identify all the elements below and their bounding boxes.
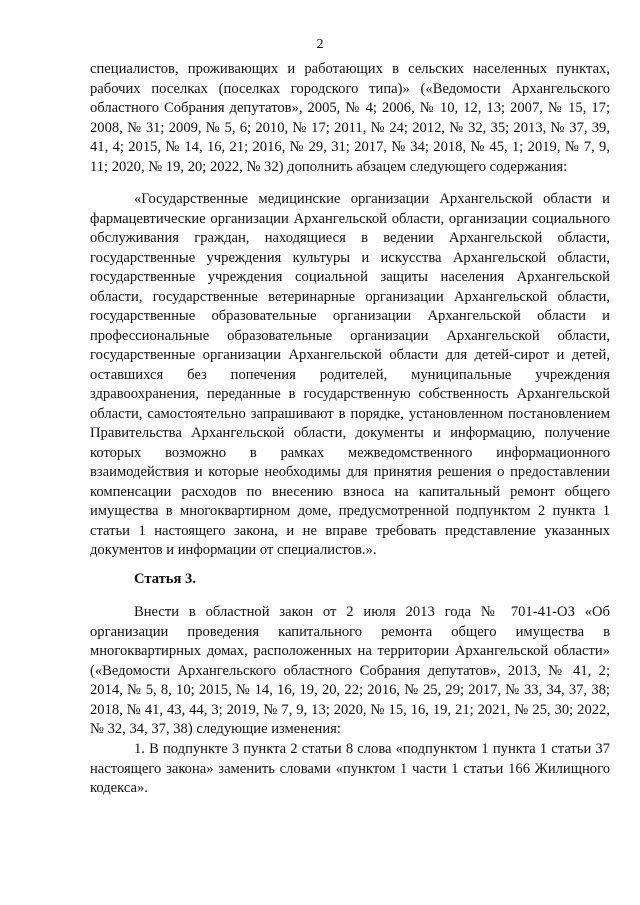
paragraph-quoted-addition: [90, 190, 610, 561]
paragraph-text: Внести в областной закон от 2 июля 2013 года № 701-41-ОЗ «Об организации проведения капитального ремонта общего имущества в многоквартирных домах, расположенных на территории Архангельской области» («Ведомости Архангельского областного Собрания депутатов», 2013, № 41, 2; 2014, № 5, 8, 10; 2015, № 14, 16, 19, 20, 22; 2016, № 25, 29; 2017, № 33, 34, 37, 38; 2018, № 41, 43, 44, 3; 2019, № 7, 9, 13; 2020, № 15, 16, 19, 21; 2021, № 25, 30; 2022, № 32, 34, 37, 38) следующие изменения:: [90, 604, 610, 737]
paragraph-continuation: [90, 60, 610, 177]
article-heading: [90, 570, 610, 590]
paragraph-amendment-intro: [90, 603, 610, 740]
page-number: 2: [316, 37, 324, 52]
paragraph-text: 1. В подпункте 3 пункта 2 статьи 8 слова «подпунктом 1 пункта 1 статьи 37 настоящего закона» заменить словами «пунктом 1 части 1 статьи 166 Жилищного кодекса».: [90, 741, 610, 796]
paragraph-amendment-item-1: [90, 740, 610, 799]
paragraph-text: специалистов, проживающих и работающих в сельских населенных пунктах, рабочих поселках (поселках городского типа)» («Ведомости Архангельского областного Собрания депутатов», 2005, № 4; 2006, № 10, 12, 13; 2007, № 15, 17; 2008, № 31; 2009, № 5, 6; 2010, № 17; 2011, № 24; 2012, № 32, 35; 2013, № 37, 39, 41, 4; 2015, № 14, 16, 21; 2016, № 29, 31; 2017, № 34; 2018, № 45, 1; 2019, № 7, 9, 11; 2020, № 19, 20; 2022, № 32) дополнить абзацем следующего содержания:: [90, 61, 610, 175]
article-3-heading: Статья 3.: [134, 571, 196, 587]
paragraph-text: «Государственные медицинские организации Архангельской области и фармацевтические организации Архангельской области, организации социального обслуживания граждан, находящиеся в ведении Архангельской области, государственные учреждения культуры и искусства Архангельской области, государственные учреждения социальной защиты населения Архангельской области, государственные ветеринарные организации Архангельской области, государственные образовательные организации Архангельской области и профессиональные образовательные организации Архангельской области, государственные организации Архангельской области для детей-сирот и детей, оставшихся без попечения родителей, муниципальные учреждения здравоохранения, переданные в государственную собственность Архангельской области, самостоятельно запрашивают в порядке, установленном постановлением Правительства Архангельской области, документы и информацию, получение которых возможно в рамках межведомственного информационного взаимодействия и которые необходимы для принятия решения о предоставлении компенсации расходов по внесению взноса на капитальный ремонт общего имущества в многоквартирном доме, предусмотренной подпунктом 2 пункта 1 статьи 1 настоящего закона, и не вправе требовать представление указанных документов и информации от специалистов.».: [90, 191, 610, 558]
